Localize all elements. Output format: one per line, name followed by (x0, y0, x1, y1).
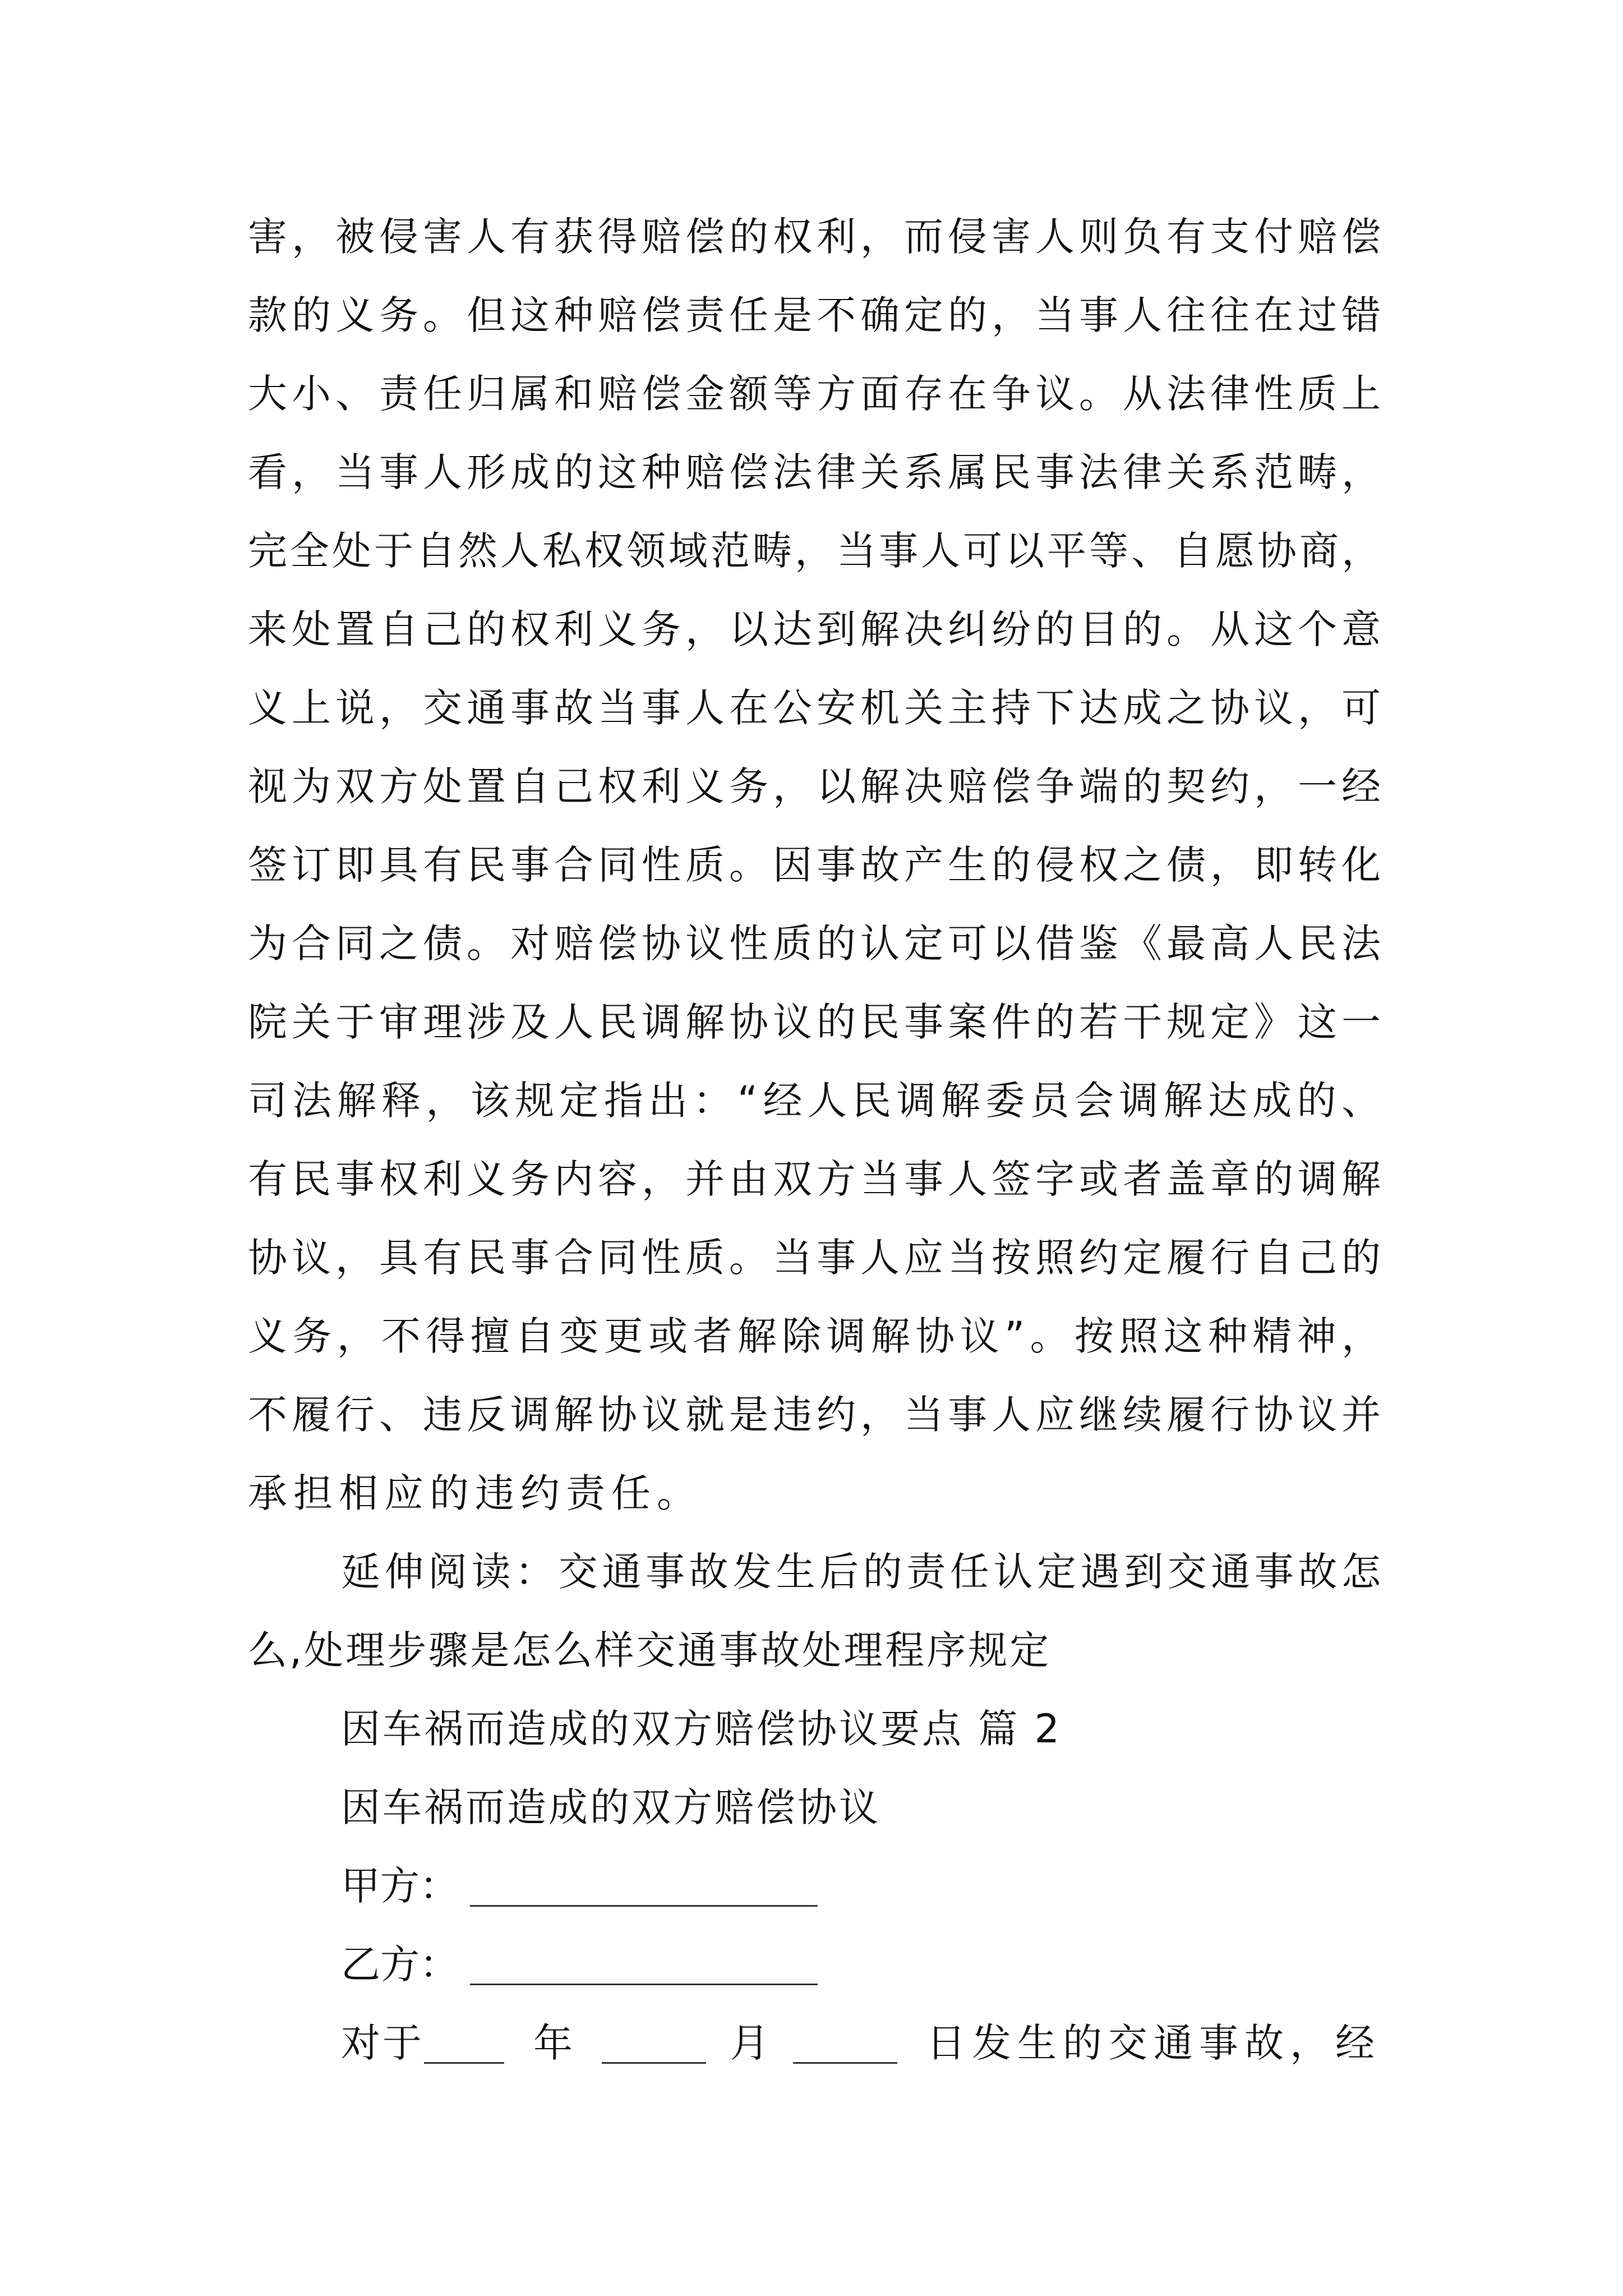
paragraph-line-2: 款的义务。但这种赔偿责任是不确定的，当事人往往在过错 (248, 292, 1381, 338)
extended-reading-line-2: 么,处理步骤是怎么样交通事故处理程序规定 (248, 1627, 1052, 1673)
party-b-row (341, 1934, 818, 1995)
paragraph-line-3: 大小、责任归属和赔偿金额等方面存在争议。从法律性质上 (248, 371, 1381, 417)
paragraph-line-5: 完全处于自然人私权领域范畴，当事人可以平等、自愿协商， (248, 528, 1381, 574)
paragraph-line-1: 害，被侵害人有获得赔偿的权利，而侵害人则负有支付赔偿 (248, 214, 1381, 260)
paragraph-line-9: 签订即具有民事合同性质。因事故产生的侵权之债，即转化 (248, 842, 1381, 888)
paragraph-line-10: 为合同之债。对赔偿协议性质的认定可以借鉴《最高人民法 (248, 921, 1381, 967)
party-a-label: 甲方： (341, 1863, 459, 1909)
party-a-row (341, 1855, 818, 1917)
month-blank[interactable] (602, 2023, 706, 2064)
paragraph-line-8: 视为双方处置自己权利义务，以解决赔偿争端的契约，一经 (248, 763, 1381, 809)
paragraph-line-6: 来处置自己的权利义务，以达到解决纠纷的目的。从这个意 (248, 606, 1381, 652)
accident-prefix: 对于 (341, 2020, 424, 2066)
paragraph-line-4: 看，当事人形成的这种赔偿法律关系属民事法律关系范畴， (248, 449, 1381, 495)
party-b-blank[interactable] (470, 1944, 818, 1985)
month-label: 月 (730, 2020, 769, 2066)
paragraph-line-14: 协议，具有民事合同性质。当事人应当按照约定履行自己的 (248, 1235, 1381, 1281)
paragraph-line-16: 不履行、违反调解协议就是违约，当事人应继续履行协议并 (248, 1392, 1381, 1438)
paragraph-line-11: 院关于审理涉及人民调解协议的民事案件的若干规定》这一 (248, 999, 1381, 1045)
day-blank[interactable] (793, 2023, 897, 2064)
agreement-title: 因车祸而造成的双方赔偿协议 (341, 1784, 880, 1830)
extended-reading-line-1: 延伸阅读：交通事故发生后的责任认定遇到交通事故怎 (341, 1549, 1381, 1595)
paragraph-line-15: 义务，不得擅自变更或者解除调解协议”。按照这种精神， (248, 1313, 1381, 1359)
year-label: 年 (533, 2020, 573, 2066)
paragraph-line-13: 有民事权利义务内容，并由双方当事人签字或者盖章的调解 (248, 1156, 1381, 1202)
year-blank[interactable] (424, 2023, 504, 2064)
section-heading: 因车祸而造成的双方赔偿协议要点 篇 2 (341, 1706, 1062, 1752)
accident-date-row (341, 2012, 1381, 2074)
party-a-blank[interactable] (470, 1866, 818, 1907)
paragraph-line-7: 义上说，交通事故当事人在公安机关主持下达成之协议，可 (248, 685, 1381, 731)
party-b-label: 乙方： (341, 1941, 459, 1987)
paragraph-line-12: 司法解释，该规定指出：“经人民调解委员会调解达成的、 (248, 1078, 1381, 1124)
paragraph-line-17: 承担相应的违约责任。 (248, 1470, 702, 1516)
day-suffix: 日发生的交通事故，经 (926, 2020, 1381, 2066)
